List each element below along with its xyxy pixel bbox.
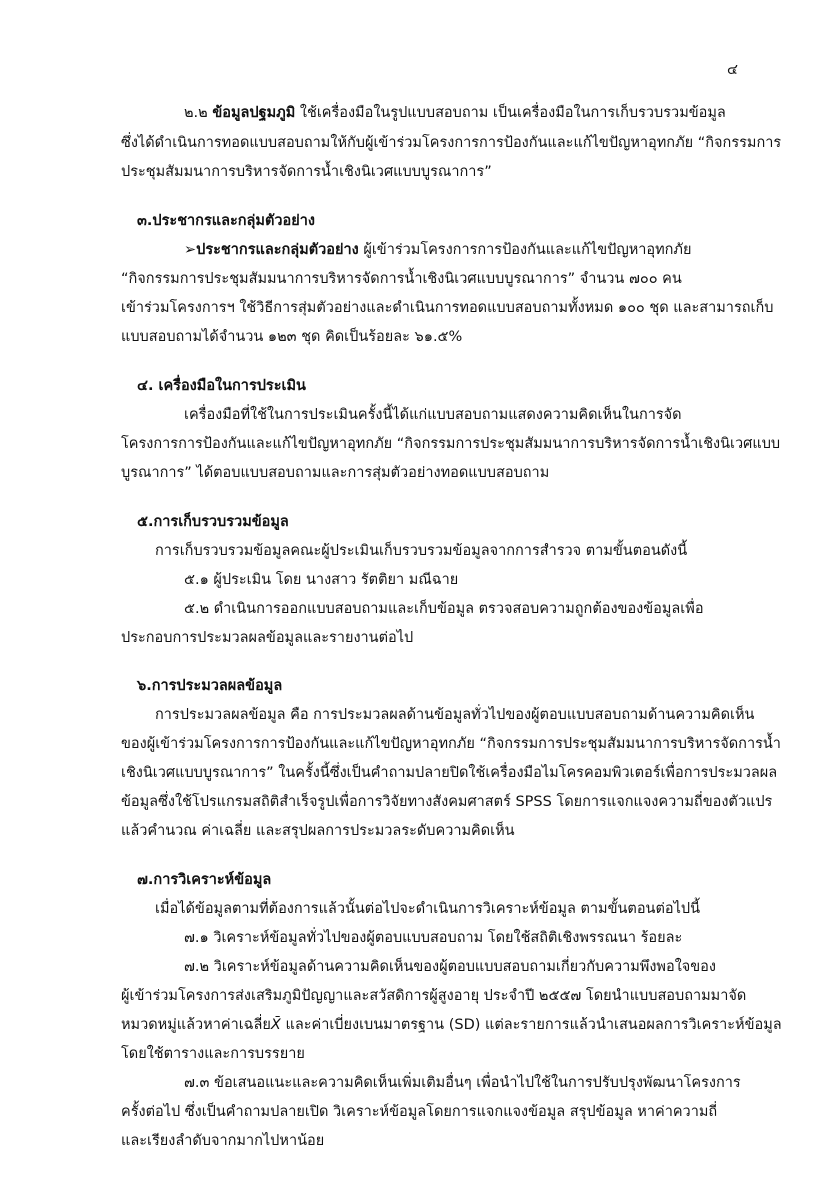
processing-paragraph-line-5: แล้วคำนวณ ค่าเฉลี่ย และสรุปผลการประมวลระดับความคิดเห็น <box>121 823 515 839</box>
analysis-item-7-1: ๗.๑ วิเคราะห์ข้อมูลทั่วไปของผู้ตอบแบบสอบถาม โดยใช้สถิติเชิงพรรณนา ร้อยละ <box>184 930 683 946</box>
analysis-item-7-2-line-3 <box>121 1015 782 1035</box>
population-paragraph-line-3: เข้าร่วมโครงการฯ ใช้วิธีการสุ่มตัวอย่างและดำเนินการทอดแบบสอบถามทั้งหมด ๑๐๐ ชุด และสามารถเก็บ <box>121 300 774 316</box>
collection-item-5-2-cont: ประกอบการประมวลผลข้อมูลและรายงานต่อไป <box>121 630 414 646</box>
data-collection-heading: ๕.การเก็บรวบรวมข้อมูล <box>137 514 289 530</box>
tools-paragraph-line-3: บูรณาการ” ได้ตอบแบบสอบถามและการสุ่มตัวอย่างทอดแบบสอบถาม <box>121 465 550 481</box>
analysis-item-7-2-line-4: โดยใช้ตารางและการบรรยาย <box>121 1046 305 1062</box>
population-sample-heading: ๓.ประชากรและกลุ่มตัวอย่าง <box>137 213 315 229</box>
paragraph-text: ใช้เครื่องมือในรูปแบบสอบถาม เป็นเครื่องมือในการเก็บรวบรวมข้อมูล <box>295 105 726 121</box>
collection-paragraph-line-1: การเก็บรวบรวมข้อมูลคณะผู้ประเมินเก็บรวบรวมข้อมูลจากการสำรวจ ตามขั้นตอนดังนี้ <box>155 543 688 559</box>
section-number: ๒.๒ <box>184 105 208 121</box>
analysis-item-7-3: ๗.๓ ข้อเสนอแนะและความคิดเห็นเพิ่มเติมอื่นๆ เพื่อนำไปใช้ในการปรับปรุงพัฒนาโครงการ <box>184 1075 741 1091</box>
collection-item-5-2: ๕.๒ ดำเนินการออกแบบสอบถามและเก็บข้อมูล ตรวจสอบความถูกต้องของข้อมูลเพื่อ <box>184 601 704 617</box>
primary-data-paragraph-line-1 <box>184 103 726 123</box>
processing-paragraph-line-2: ของผู้เข้าร่วมโครงการการป้องกันและแก้ไขปัญหาอุทกภัย “กิจกรรมการประชุมสัมมนาการบริหารจัดการน้ำ <box>121 736 781 752</box>
primary-data-paragraph-line-2: ซึ่งได้ดำเนินการทอดแบบสอบถามให้กับผู้เข้าร่วมโครงการการป้องกันและแก้ไขปัญหาอุทกภัย “กิจกรรมการ <box>121 135 782 151</box>
arrow-bullet-icon: ➢ <box>184 242 197 258</box>
analysis-item-7-3-line-3: และเรียงลำดับจากมากไปหาน้อย <box>121 1133 325 1149</box>
primary-data-paragraph-line-3: ประชุมสัมมนาการบริหารจัดการน้ำเชิงนิเวศแบบบูรณาการ” <box>121 164 492 180</box>
collection-item-5-1: ๕.๑ ผู้ประเมิน โดย นางสาว รัตติยา มณีฉาย <box>184 572 459 588</box>
analysis-item-7-3-line-2: ครั้งต่อไป ซึ่งเป็นคำถามปลายเปิด วิเคราะห์ข้อมูลโดยการแจกแจงข้อมูล สรุปข้อมูล หาค่าความถี่ <box>121 1104 718 1120</box>
population-term: ประชากรและกลุ่มตัวอย่าง <box>196 242 359 258</box>
population-paragraph-line-4: แบบสอบถามได้จำนวน ๑๒๓ ชุด คิดเป็นร้อยละ ๖๑.๕% <box>121 329 463 345</box>
processing-paragraph-line-1: การประมวลผลข้อมูล คือ การประมวลผลด้านข้อมูลทั่วไปของผู้ตอบแบบสอบถามด้านความคิดเห็น <box>155 707 755 723</box>
analysis-item-7-2: ๗.๒ วิเคราะห์ข้อมูลด้านความคิดเห็นของผู้ตอบแบบสอบถามเกี่ยวกับความพึงพอใจของ <box>184 959 716 975</box>
page-number: ๔ <box>727 62 738 78</box>
processing-paragraph-line-4: ข้อมูลซึ่งใช้โปรแกรมสถิติสำเร็จรูปเพื่อการวิจัยทางสังคมศาสตร์ SPSS โดยการแจกแจงความถี่ของตัวแปร <box>121 794 773 810</box>
assessment-tools-heading: ๔. เครื่องมือในการประเมิน <box>137 378 306 394</box>
tools-paragraph-line-1: เครื่องมือที่ใช้ในการประเมินครั้งนี้ได้แก่แบบสอบถามแสดงความคิดเห็นในการจัด <box>184 407 682 423</box>
paragraph-text: และค่าเบี่ยงเบนมาตรฐาน (SD) แต่ละรายการแล้วนำเสนอผลการวิเคราะห์ข้อมูล <box>280 1017 782 1033</box>
population-paragraph-line-2: “กิจกรรมการประชุมสัมมนาการบริหารจัดการน้ำเชิงนิเวศแบบบูรณาการ” จำนวน ๗๐๐ คน <box>121 271 682 287</box>
analysis-item-7-2-line-2: ผู้เข้าร่วมโครงการส่งเสริมภูมิปัญญาและสวัสดิการผู้สูงอายุ ประจำปี ๒๕๕๗ โดยนำแบบสอบถามมาจัด <box>121 988 747 1004</box>
data-processing-heading: ๖.การประมวลผลข้อมูล <box>137 678 283 694</box>
paragraph-text: หมวดหมู่แล้วหาค่าเฉลี่ย <box>121 1017 271 1033</box>
tools-paragraph-line-2: โครงการการป้องกันและแก้ไขปัญหาอุทกภัย “กิจกรรมการประชุมสัมมนาการบริหารจัดการน้ำเชิงนิเวศแบบ <box>121 436 781 452</box>
data-analysis-heading: ๗.การวิเคราะห์ข้อมูล <box>137 872 272 888</box>
primary-data-term: ข้อมูลปฐมภูมิ <box>212 105 296 121</box>
processing-paragraph-line-3: เชิงนิเวศแบบบูรณาการ” ในครั้งนี้ซึ่งเป็นคำถามปลายปิดใช้เครื่องมือไมโครคอมพิวเตอร์เพื่อการประมวลผล <box>121 765 778 781</box>
paragraph-text: ผู้เข้าร่วมโครงการการป้องกันและแก้ไขปัญหาอุทกภัย <box>358 242 692 258</box>
population-paragraph-line-1 <box>184 240 692 260</box>
analysis-paragraph-line-1: เมื่อได้ข้อมูลตามที่ต้องการแล้วนั้นต่อไปจะดำเนินการวิเคราะห์ข้อมูล ตามขั้นตอนต่อไปนี้ <box>155 901 700 917</box>
mean-symbol: X̄ <box>270 1017 281 1033</box>
